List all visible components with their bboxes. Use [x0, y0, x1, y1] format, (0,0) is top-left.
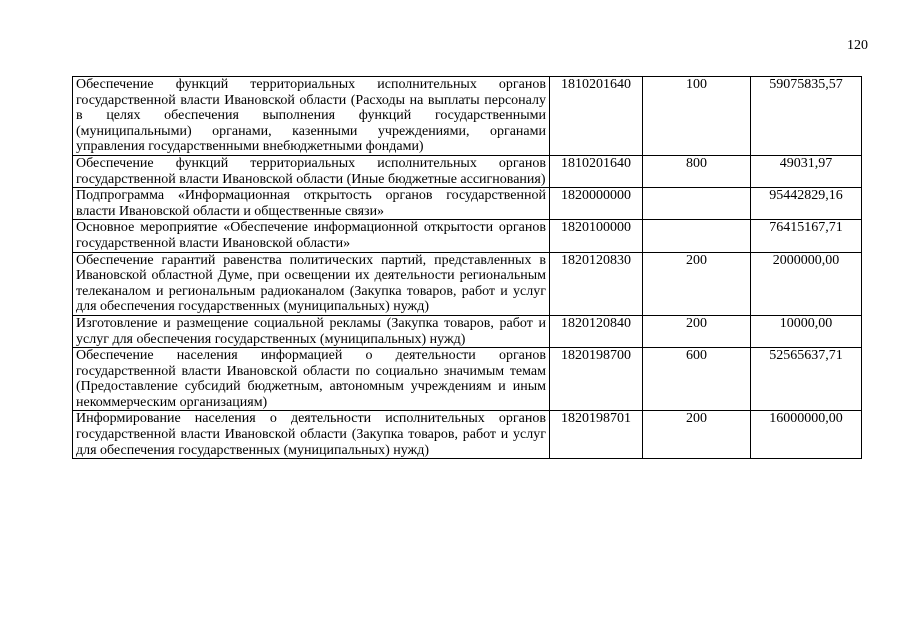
- amount: 52565637,71: [751, 348, 862, 411]
- expense-type-code: [643, 220, 751, 252]
- amount: 49031,97: [751, 155, 862, 187]
- expense-name: Изготовление и размещение социальной рекламы (Закупка товаров, работ и услуг для обеспечения государственных (муниципальных) нужд): [73, 315, 550, 347]
- target-article-code: 1820198700: [550, 348, 643, 411]
- table-row: [73, 188, 862, 220]
- expense-name: Подпрограмма «Информационная открытость органов государственной власти Ивановской области и общественные связи»: [73, 188, 550, 220]
- amount: 76415167,71: [751, 220, 862, 252]
- expense-type-code: 200: [643, 252, 751, 315]
- expense-type-code: 200: [643, 315, 751, 347]
- expense-name: Обеспечение функций территориальных исполнительных органов государственной власти Ивановской области (Иные бюджетные ассигнования): [73, 155, 550, 187]
- expense-name: Обеспечение гарантий равенства политических партий, представленных в Ивановской областной Думе, при освещении их деятельности региональным телеканалом и региональным радиоканалом (Закупка товаров, работ и услуг для обеспечения государственных (муниципальных) нужд): [73, 252, 550, 315]
- table-row: [73, 220, 862, 252]
- target-article-code: 1820100000: [550, 220, 643, 252]
- target-article-code: 1810201640: [550, 77, 643, 156]
- target-article-code: 1820120830: [550, 252, 643, 315]
- amount: 59075835,57: [751, 77, 862, 156]
- amount: 16000000,00: [751, 411, 862, 459]
- budget-table: [72, 76, 862, 459]
- target-article-code: 1820198701: [550, 411, 643, 459]
- expense-type-code: 100: [643, 77, 751, 156]
- expense-type-code: 200: [643, 411, 751, 459]
- table-row: [73, 348, 862, 411]
- expense-name: Основное мероприятие «Обеспечение информационной открытости органов государственной власти Ивановской области»: [73, 220, 550, 252]
- table-row: [73, 155, 862, 187]
- target-article-code: 1820120840: [550, 315, 643, 347]
- expense-type-code: [643, 188, 751, 220]
- target-article-code: 1810201640: [550, 155, 643, 187]
- table-row: [73, 315, 862, 347]
- amount: 95442829,16: [751, 188, 862, 220]
- expense-type-code: 600: [643, 348, 751, 411]
- expense-name: Обеспечение функций территориальных исполнительных органов государственной власти Ивановской области (Расходы на выплаты персоналу в целях обеспечения выполнения функций государственными (муниципальными) органами, казенными учреждениями, органами управления государственными внебюджетными фондами): [73, 77, 550, 156]
- amount: 2000000,00: [751, 252, 862, 315]
- table-row: [73, 77, 862, 156]
- expense-type-code: 800: [643, 155, 751, 187]
- table-row: [73, 252, 862, 315]
- amount: 10000,00: [751, 315, 862, 347]
- expense-name: Информирование населения о деятельности исполнительных органов государственной власти Ивановской области (Закупка товаров, работ и услуг для обеспечения государственных (муниципальных) нужд): [73, 411, 550, 459]
- target-article-code: 1820000000: [550, 188, 643, 220]
- table-row: [73, 411, 862, 459]
- expense-name: Обеспечение населения информацией о деятельности органов государственной власти Ивановской области по социально значимым темам (Предоставление субсидий бюджетным, автономным учреждениям и иным некоммерческим организациям): [73, 348, 550, 411]
- page-number: 120: [847, 38, 868, 53]
